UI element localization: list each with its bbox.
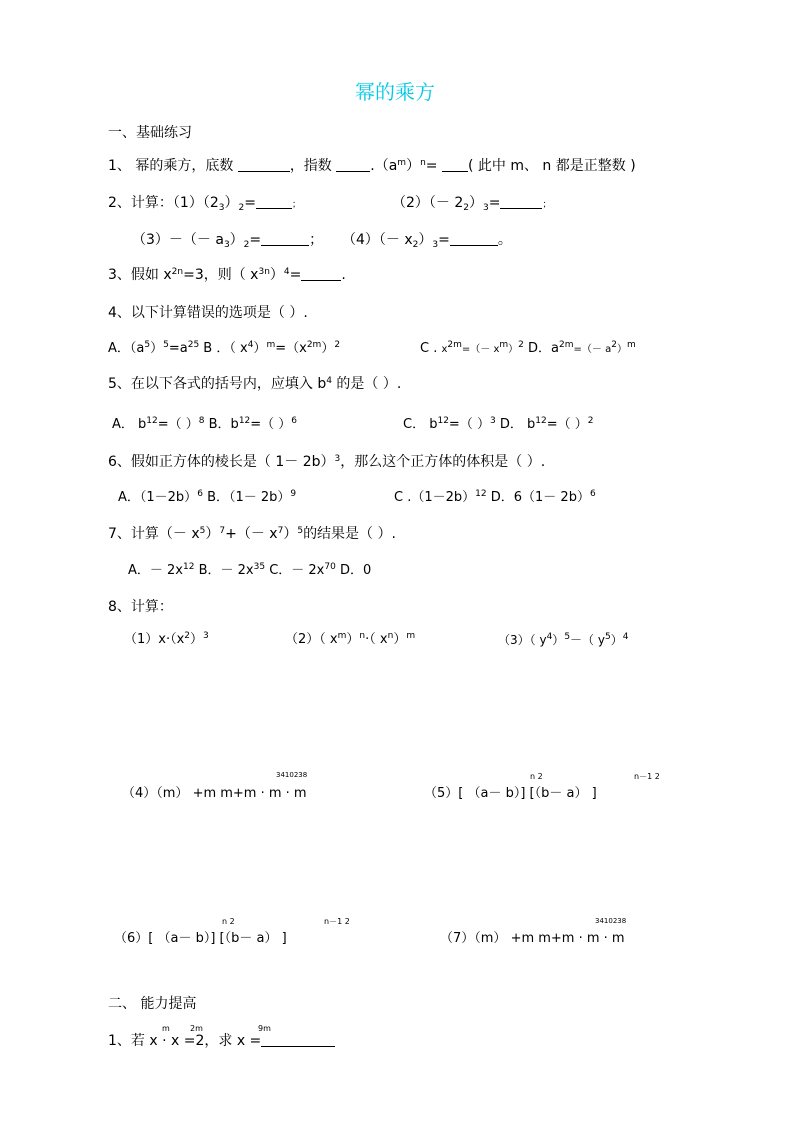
page-title: 幂的乘方 xyxy=(355,80,435,104)
answer-blank[interactable] xyxy=(261,233,309,246)
q9-superscript-2m: 2m xyxy=(190,1024,203,1033)
question-8-part-5-superscript-b: n－1 2 xyxy=(634,772,660,781)
question-1: 1、 幂的乘方，底数 ，指数 $.(a^m)^n=$ ( 此中 m、 n 都是正整数 ) xyxy=(108,158,636,174)
answer-blank[interactable] xyxy=(500,196,542,209)
question-8-part-3: （3）（ $y^4)^5-$（ $y^5)^4$ xyxy=(498,632,629,647)
question-5-options-cd: C． $b^{12}=$（ ）$^3$ D． $b^{12}=$（ ）$^2$ xyxy=(403,416,594,432)
question-8-part-2: （2）（ $x^m)^n\cdot$（ $x^n)^m$ xyxy=(285,631,416,647)
question-2-part-2: $(2)(- 2_2)_3=$ ； xyxy=(392,195,552,213)
question-8-part-5-superscript-a: n 2 xyxy=(530,772,543,781)
question-2-part-1: 2、计算：$(1)(2_3)_2=$ ； xyxy=(108,195,301,213)
question-8-part-6-superscript-b: n－1 2 xyxy=(324,917,350,926)
question-8-part-6: （6）[ （a－ b）] [（b－ a） ] xyxy=(114,931,287,946)
section-heading-advanced: 二、 能力提高 xyxy=(108,996,197,1012)
answer-blank[interactable] xyxy=(336,159,370,172)
section-heading-basic: 一、基础练习 xyxy=(108,125,192,141)
question-4-options: A．$(a^5)^5=a^{25}$ B ．（ $x^4)^m=(x^{2m})^2$ xyxy=(108,340,341,356)
question-6-options: A．$(1-2b)^6$ B．$(1- 2b)^9$ xyxy=(118,489,297,505)
question-8-part-6-superscript-a: n 2 xyxy=(222,917,235,926)
question-6-options-cd: C $.(1-2b)^{12}$ D．$6(1- 2b)^6$ xyxy=(394,489,596,505)
answer-blank[interactable] xyxy=(238,159,290,172)
answer-blank[interactable] xyxy=(256,196,292,209)
question-6-stem: 6、假如正方体的棱长是（ 1－ 2b）$^3$，那么这个正方体的体积是（ ）. xyxy=(108,454,546,470)
question-9: 1、若 x · x =2，求 x = xyxy=(108,1034,335,1048)
question-7-options: A．－ $2x^{12}$ B．－ $2x^{35}$ C．－ $2x^{70}$ D．0 xyxy=(128,562,372,578)
question-4-options-cd: C . $x^{2m}=(- x^m)^2$ D．$a^{2m}=(- a^2)^m$ xyxy=(420,340,636,356)
answer-blank[interactable] xyxy=(261,1034,335,1047)
question-8-part-5: （5）[ （a－ b）] [（b－ a） ] xyxy=(424,786,597,801)
q9-superscript-m: m xyxy=(162,1024,170,1033)
question-8-part-7: （7）（m） +m m+m · m · m xyxy=(440,931,625,946)
question-8-part-7-superscript: 3410238 xyxy=(595,917,627,925)
answer-blank[interactable] xyxy=(442,159,468,172)
question-8-part-4: （4）（m） +m m+m · m · m xyxy=(122,786,307,801)
question-7-stem: 7、计算（－ $x^5)^7+(- x^7)^5$的结果是（ ）. xyxy=(108,526,396,542)
question-5-stem: 5、在以下各式的括号内，应填入 $b^4$ 的是（ ）. xyxy=(108,376,402,392)
answer-blank[interactable] xyxy=(450,233,498,246)
question-8-part-4-superscript: 3410238 xyxy=(276,771,308,779)
question-5-options: A． $b^{12}=$（ ）$^8$ B．$b^{12}=$（ ）$^6$ xyxy=(112,416,298,432)
question-8-stem: 8、计算： xyxy=(108,599,173,615)
q9-superscript-9m: 9m xyxy=(258,1024,271,1033)
question-2-part-4: $(4)(- x_2)_3=$ 。 xyxy=(342,232,512,250)
question-2-part-3: $(3)-(- a_3)_2=$ ； xyxy=(132,232,324,250)
question-4-stem: 4、以下计算错误的选项是（ ）. xyxy=(108,305,308,321)
answer-blank[interactable] xyxy=(301,268,341,281)
question-3: 3、假如 $x^{2n}=3$，则（ $x^{3n})^4=$ . xyxy=(108,267,346,283)
question-8-part-1: $(1)x\cdot(x^2)^3$ xyxy=(124,631,209,647)
